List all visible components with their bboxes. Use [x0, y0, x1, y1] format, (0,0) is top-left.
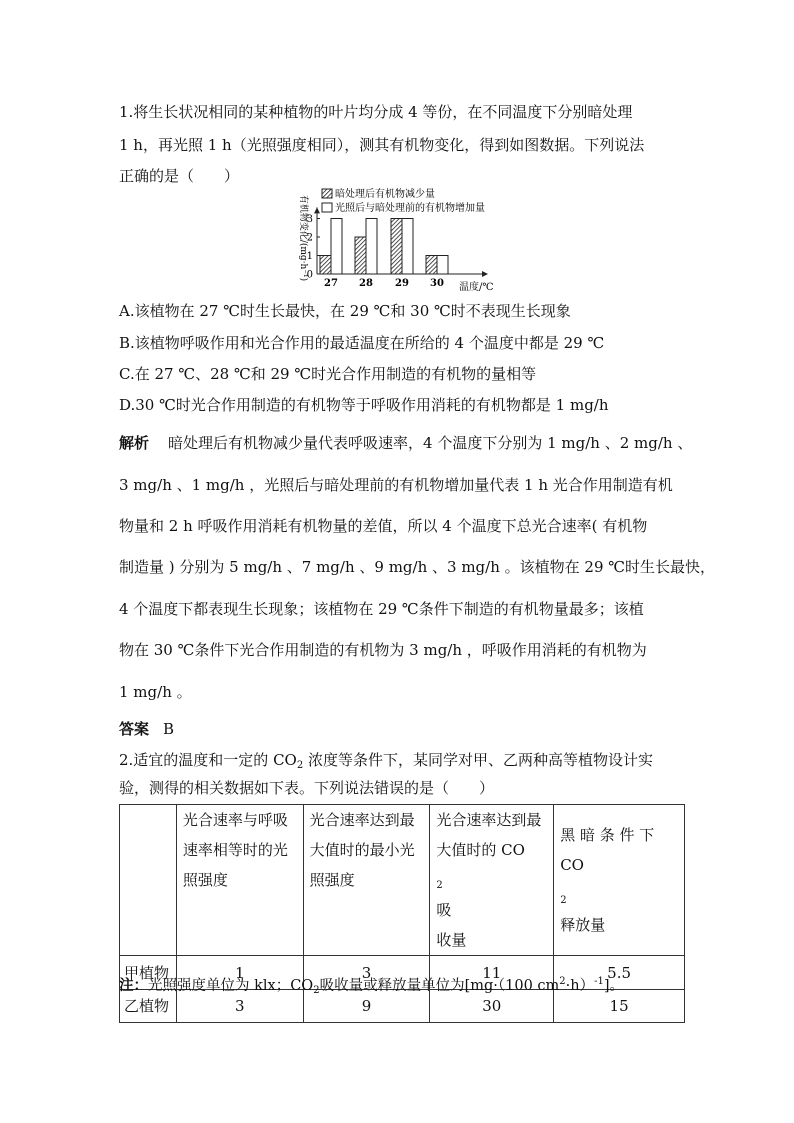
q1-answer — [119, 718, 174, 739]
y-tick-label: 2 — [306, 232, 313, 244]
header-max-rate-co2-absorption — [430, 805, 554, 956]
cell: 5.5 — [554, 956, 685, 990]
header-text: 光合速率与呼吸 — [182, 811, 288, 829]
q1-option-c: C.在 27 ℃、28 ℃和 29 ℃时光合作用制造的有机物的量相等 — [119, 365, 537, 383]
bar-light-increase — [331, 219, 342, 275]
cell: 15 — [554, 990, 685, 1023]
q1-stem-line-3: 正确的是（ ） — [119, 167, 240, 185]
bar-light-increase — [437, 256, 448, 275]
header-text-part: 大值时的 CO — [436, 841, 525, 859]
header-text: 大值时的最小光 — [309, 841, 415, 859]
row-label-jia: 甲植物 — [120, 956, 177, 990]
cell: 3 — [303, 956, 430, 990]
x-axis-arrow — [482, 271, 488, 277]
x-tick-label: 29 — [395, 278, 409, 289]
q1-analysis-line-1 — [119, 432, 692, 453]
header-text-part: 释放量 — [560, 916, 606, 934]
cell: 9 — [303, 990, 430, 1023]
table-corner-cell — [120, 805, 177, 956]
q1-stem-line-1: 1.将生长状况相同的某种植物的叶片均分成 4 等份，在不同温度下分别暗处理 — [119, 103, 633, 121]
note-part: 光照强度单位为 klx；CO — [148, 978, 314, 994]
header-text: 照强度 — [309, 871, 355, 889]
answer-label: 答案 — [119, 720, 150, 738]
cell: 11 — [430, 956, 554, 990]
q1-analysis-line-4: 制造量 ) 分别为 5 mg/h 、7 mg/h 、9 mg/h 、3 mg/h 。该植物在 29 ℃时生长最快， — [119, 558, 716, 576]
note-part: 吸收量或释放量单位为[mg·（100 cm — [319, 978, 560, 994]
note-part: ]。 — [603, 978, 625, 994]
header-max-rate-min-light — [303, 805, 430, 956]
q1-option-a: A.该植物在 27 ℃时生长最快，在 29 ℃和 30 ℃时不表现生长现象 — [119, 302, 571, 320]
cell: 1 — [176, 956, 303, 990]
y-tick-label: 1 — [306, 251, 313, 262]
header-text: 收量 — [436, 931, 467, 949]
y-tick-label: 3 — [306, 214, 313, 225]
x-tick-label: 27 — [324, 278, 338, 289]
header-sub: 2 — [560, 895, 567, 906]
legend-swatch-hatched — [322, 189, 332, 198]
q2-stem-line-1 — [119, 749, 653, 770]
q2-stem-part-b: 浓度等条件下，某同学对甲、乙两种高等植物设计实 — [303, 751, 654, 769]
row-label-yi: 乙植物 — [120, 990, 177, 1023]
q1-stem-line-2: 1 h，再光照 1 h（光照强度相同），测其有机物变化，得到如图数据。下列说法 — [119, 136, 645, 154]
bar-dark-decrease — [426, 256, 437, 275]
q1-option-d: D.30 ℃时光合作用制造的有机物等于呼吸作用消耗的有机物都是 1 mg/h — [119, 396, 609, 414]
header-text — [436, 835, 547, 925]
bar-light-increase — [402, 219, 413, 275]
x-tick-label: 30 — [430, 278, 444, 289]
header-text — [560, 850, 678, 940]
note-part: ·h） — [565, 978, 595, 994]
note-sub: 2 — [313, 985, 320, 996]
q1-analysis-line-7: 1 mg/h 。 — [119, 683, 192, 701]
header-text: 速率相等时的光 — [182, 841, 288, 859]
x-tick-label: 28 — [359, 278, 373, 289]
header-text-part: CO — [560, 856, 584, 874]
legend-label-dark: 暗处理后有机物减少量 — [335, 189, 435, 200]
x-axis-label: 温度/℃ — [459, 282, 494, 293]
answer-value: B — [163, 720, 175, 738]
organic-change-bar-chart — [287, 186, 505, 294]
note-sup: -1 — [594, 976, 604, 987]
y-tick-label: 0 — [306, 269, 313, 281]
q1-analysis-line-3: 物量和 2 h 呼吸作用消耗有机物量的差值，所以 4 个温度下总光合速率( 有机物 — [119, 517, 648, 535]
table-header-row — [120, 805, 685, 956]
q2-stem-line-2: 验，测得的相关数据如下表。下列说法错误的是（ ） — [119, 779, 495, 797]
bar-dark-decrease — [320, 256, 331, 275]
q1-analysis-line-5: 4 个温度下都表现生长现象；该植物在 29 ℃条件下制造的有机物量最多；该植 — [119, 600, 644, 618]
header-text: 光合速率达到最 — [309, 811, 415, 829]
bar-dark-decrease — [355, 237, 366, 274]
cell: 3 — [176, 990, 303, 1023]
header-text: 黑 暗 条 件 下 — [560, 826, 655, 844]
note-label: 注： — [119, 977, 148, 994]
header-sub: 2 — [436, 880, 443, 891]
bar-light-increase — [366, 219, 377, 275]
q1-option-b: B.该植物呼吸作用和光合作用的最适温度在所给的 4 个温度中都是 29 ℃ — [119, 334, 605, 352]
header-text: 照强度 — [182, 871, 228, 889]
q1-analysis-line-6: 物在 30 ℃条件下光合作用制造的有机物为 3 mg/h ，呼吸作用消耗的有机物为 — [119, 641, 647, 659]
analysis-text-1: 暗处理后有机物减少量代表呼吸速率，4 个温度下分别为 1 mg/h 、2 mg/h 、 — [168, 434, 693, 452]
q1-analysis-line-2: 3 mg/h 、1 mg/h ，光照后与暗处理前的有机物增加量代表 1 h 光合作用制造有机 — [119, 476, 673, 494]
header-dark-co2-release — [554, 805, 685, 956]
note-sup: 2 — [559, 976, 566, 987]
y-axis-label: 有机物变化/(mg·h⁻¹) — [298, 194, 308, 282]
q2-note — [119, 974, 624, 995]
header-text-part: 吸 — [436, 901, 452, 919]
q2-stem-part-a: 2.适宜的温度和一定的 CO — [119, 751, 297, 769]
q2-stem-sub: 2 — [296, 760, 304, 771]
analysis-label: 解析 — [119, 434, 150, 452]
cell: 30 — [430, 990, 554, 1023]
legend-swatch-white — [322, 203, 332, 212]
legend-label-light: 光照后与暗处理前的有机物增加量 — [335, 203, 485, 214]
y-axis-arrow — [314, 207, 320, 213]
bar-dark-decrease — [391, 219, 402, 275]
header-text: 光合速率达到最 — [436, 811, 542, 829]
header-equal-rate-light — [176, 805, 303, 956]
